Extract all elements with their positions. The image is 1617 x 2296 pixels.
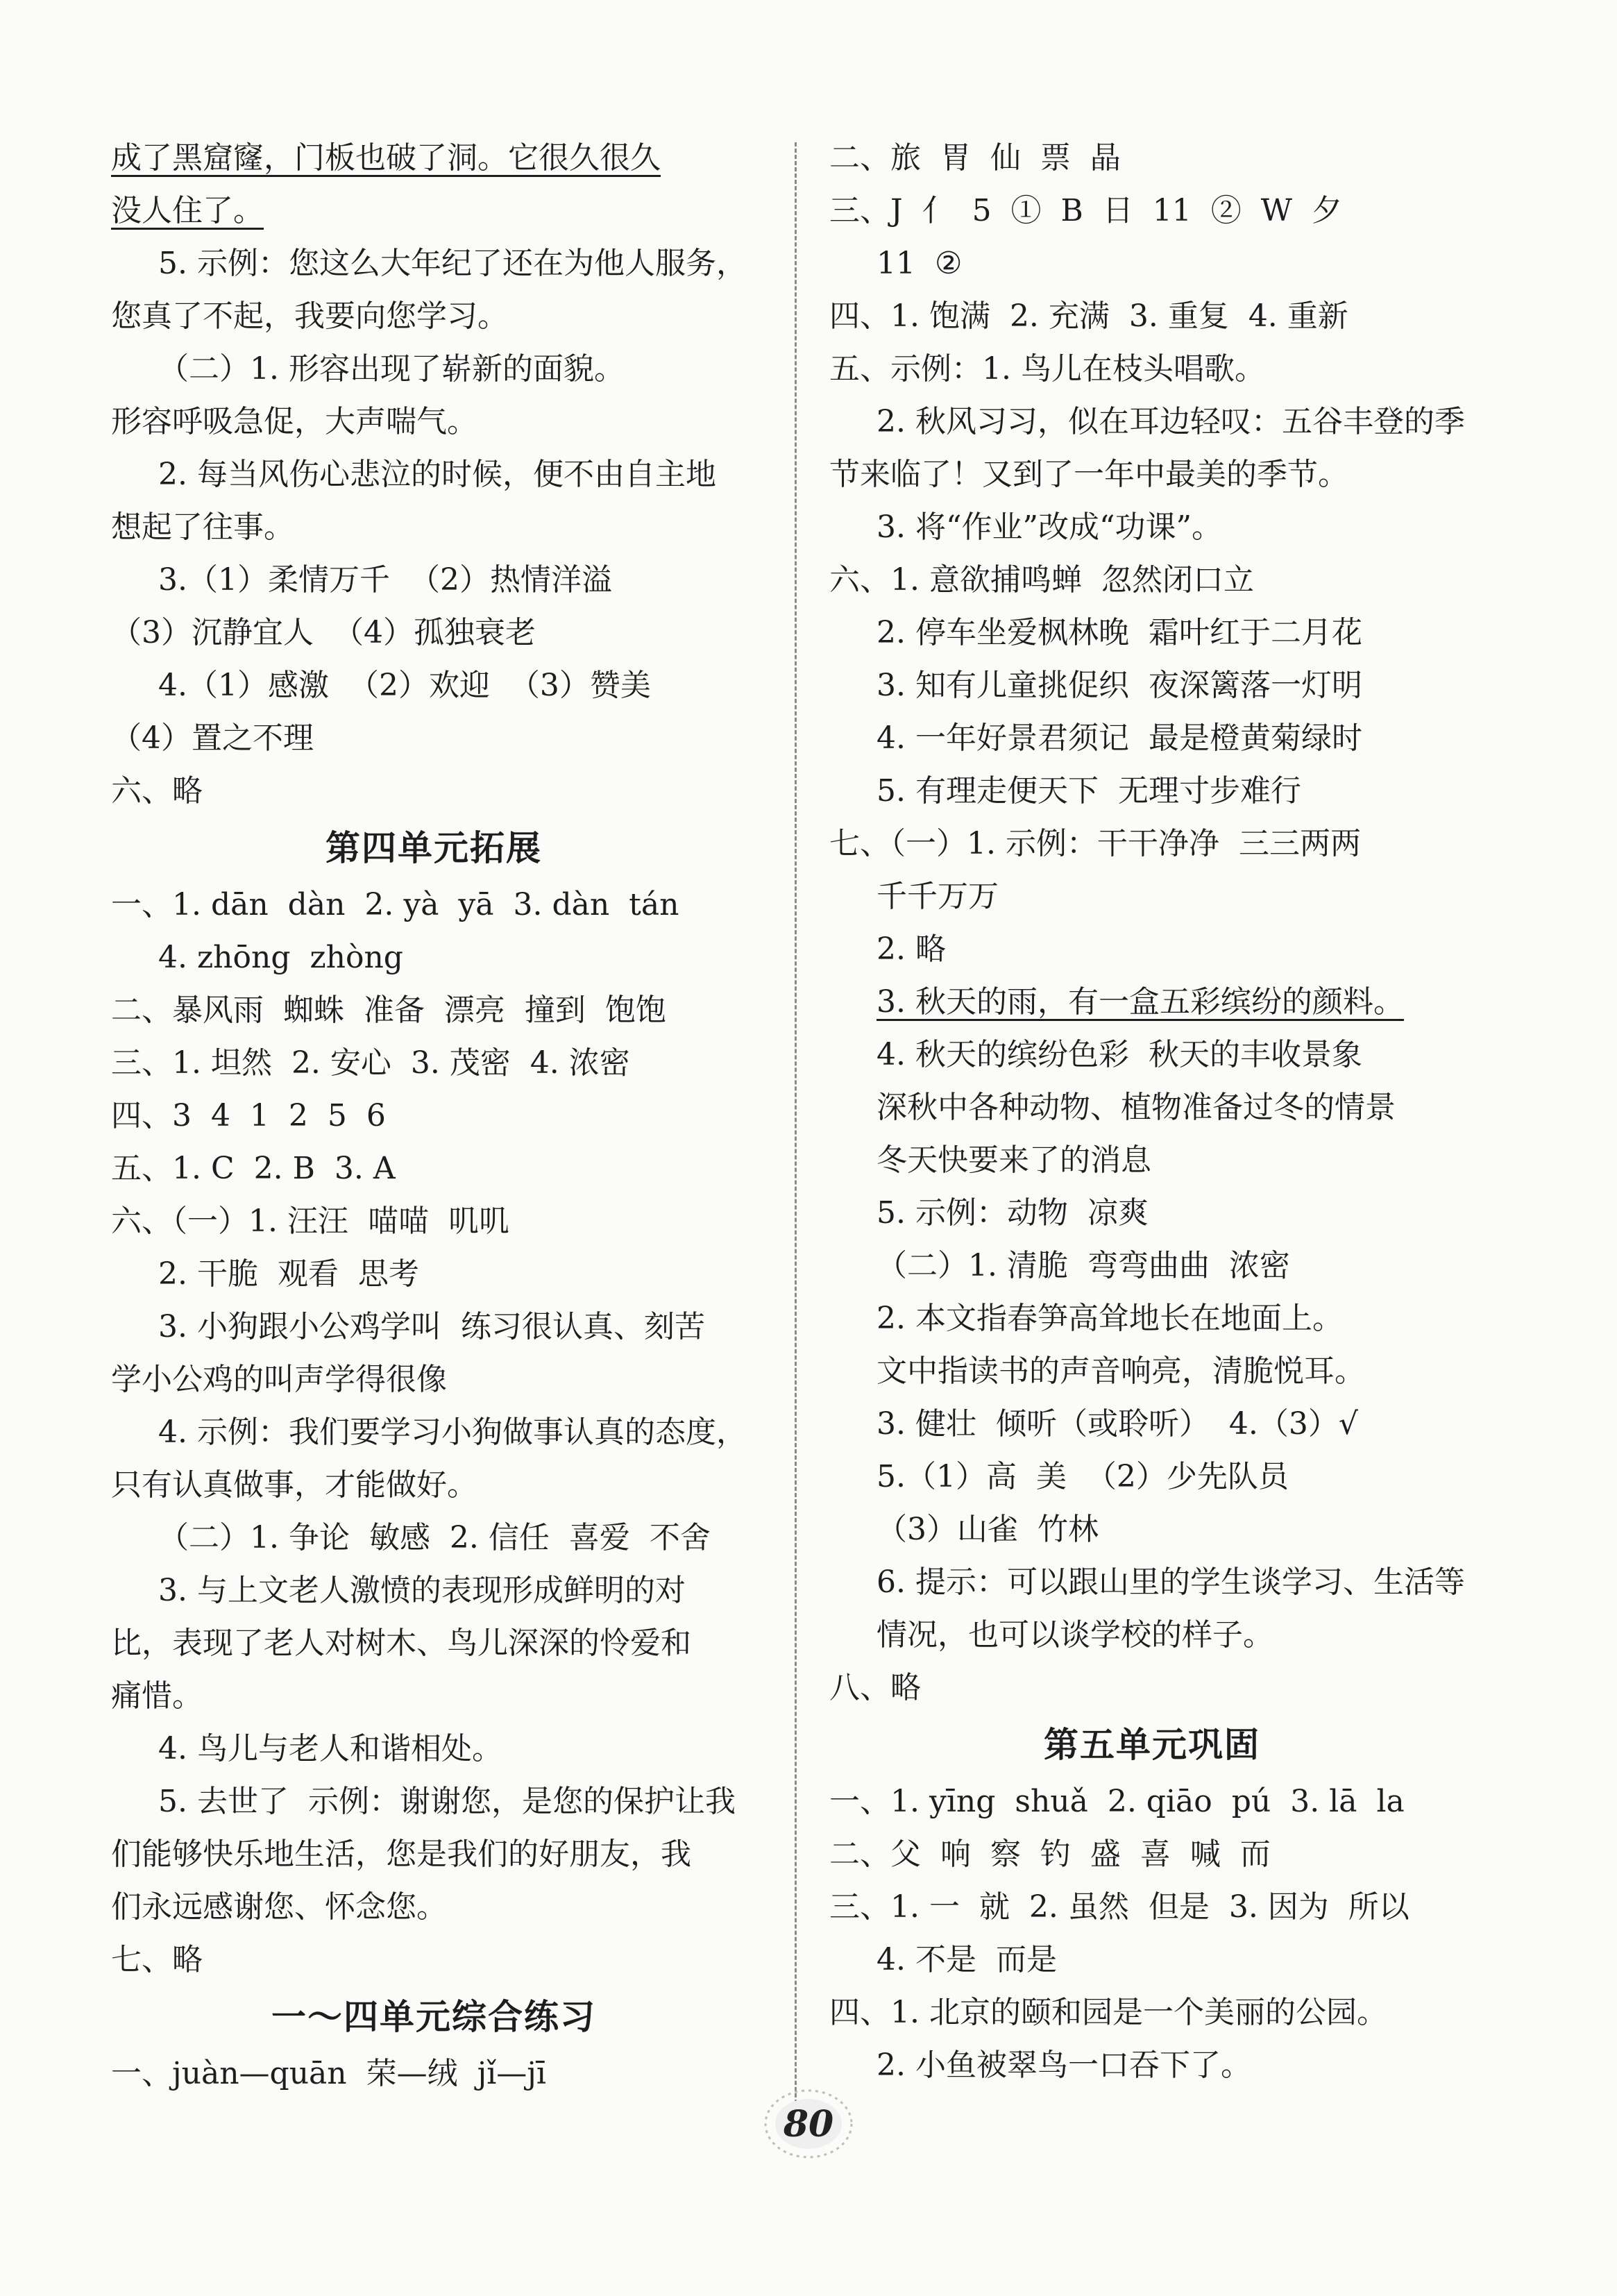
- answer-text: 2. 秋风习习，似在耳边轻叹：五谷丰登的季: [877, 404, 1465, 439]
- answer-text: 二、父 响 察 钓 盛 喜 喊 而: [829, 1837, 1271, 1872]
- answer-line: [111, 1459, 756, 1512]
- answer-text: 6. 提示：可以跟山里的学生谈学习、生活等: [877, 1564, 1465, 1600]
- answer-text: 成了黑窟窿，门板也破了洞。它很久很久: [111, 140, 661, 176]
- answer-line: [111, 765, 756, 818]
- answer-text: 形容呼吸急促，大声喘气。: [111, 404, 477, 439]
- answer-line: [111, 1353, 756, 1406]
- answer-text: 3. 将“作业”改成“功课”。: [877, 509, 1222, 545]
- answer-text: 5. 去世了 示例：谢谢您，是您的保护让我: [158, 1784, 736, 1819]
- answer-text: 5.（1）高 美 （2）少先队员: [877, 1459, 1289, 1494]
- answer-text: 3. 秋天的雨，有一盒五彩缤纷的颜料。: [877, 984, 1404, 1020]
- answer-line: [111, 343, 756, 396]
- answer-line: [111, 1881, 756, 1934]
- answer-text: 3. 健壮 倾听（或聆听） 4.（3）√: [877, 1406, 1358, 1442]
- section-heading: [111, 1986, 756, 2048]
- answer-text: 一～四单元综合练习: [271, 1996, 596, 2037]
- answer-line: [829, 923, 1475, 976]
- right-column: [829, 132, 1475, 2092]
- answer-line: [111, 1142, 756, 1195]
- answer-line: [111, 1564, 756, 1617]
- column-divider: [795, 142, 797, 2141]
- answer-line: [111, 1301, 756, 1353]
- answer-line: [111, 607, 756, 659]
- answer-text: 一、juàn—quān 荣—绒 jǐ—jī: [111, 2056, 546, 2091]
- answer-text: 比，表现了老人对树木、鸟儿深深的怜爱和: [111, 1626, 691, 1661]
- answer-line: [829, 1187, 1475, 1240]
- answer-line: [111, 1828, 756, 1881]
- answer-text: 只有认真做事，才能做好。: [111, 1467, 477, 1503]
- answer-line: [829, 1662, 1475, 1714]
- answer-line: [111, 984, 756, 1037]
- answer-text: 3.（1）柔情万千 （2）热情洋溢: [158, 562, 612, 598]
- answer-text: 痛惜。: [111, 1678, 203, 1714]
- answer-text: 六、略: [111, 773, 203, 809]
- answer-line: [829, 501, 1475, 554]
- answer-line: [829, 712, 1475, 765]
- answer-text: 五、示例：1. 鸟儿在枝头唱歌。: [829, 351, 1265, 387]
- answer-text: 4. 不是 而是: [877, 1942, 1057, 1977]
- answer-line: [111, 879, 756, 931]
- answer-line: [829, 1775, 1475, 1828]
- answer-line: [111, 712, 756, 765]
- answer-text: 三、1. 坦然 2. 安心 3. 茂密 4. 浓密: [111, 1045, 630, 1081]
- answer-line: [829, 1029, 1475, 1081]
- answer-line: [829, 1240, 1475, 1292]
- answer-line: [111, 237, 756, 290]
- answer-text: 3. 知有儿童挑促织 夜深篱落一灯明: [877, 668, 1362, 703]
- answer-line: [829, 659, 1475, 712]
- answer-line: [829, 607, 1475, 659]
- answer-line: [111, 185, 756, 237]
- answer-text: 七、（一）1. 示例：干干净净 三三两两: [829, 826, 1361, 861]
- answer-line: [111, 1775, 756, 1828]
- answer-text: 11 ②: [877, 246, 963, 281]
- answer-text: 八、略: [829, 1670, 921, 1705]
- answer-text: 2. 本文指春笋高耸地长在地面上。: [877, 1301, 1343, 1336]
- answer-text: 第五单元巩固: [1044, 1724, 1260, 1765]
- answer-text: 3. 与上文老人激愤的表现形成鲜明的对: [158, 1573, 686, 1608]
- answer-text: （3）山雀 竹林: [877, 1512, 1099, 1547]
- answer-line: [111, 1617, 756, 1670]
- answer-line: [829, 2039, 1475, 2092]
- answer-text: （3）沉静宜人 （4）孤独衰老: [111, 615, 536, 650]
- answer-line: [829, 448, 1475, 501]
- answer-text: 2. 停车坐爱枫林晚 霜叶红于二月花: [877, 615, 1362, 650]
- answer-text: 4. 鸟儿与老人和谐相处。: [158, 1731, 502, 1766]
- answer-text: （二）1. 争论 敏感 2. 信任 喜爱 不舍: [158, 1520, 711, 1555]
- answer-line: [111, 1512, 756, 1564]
- answer-text: 2. 略: [877, 931, 946, 967]
- answer-text: 3. 小狗跟小公鸡学叫 练习很认真、刻苦: [158, 1309, 705, 1344]
- answer-text: 节来临了！又到了一年中最美的季节。: [829, 457, 1348, 492]
- answer-text: 4. zhōng zhòng: [158, 940, 403, 975]
- answer-text: 七、略: [111, 1942, 203, 1977]
- answer-text: 四、1. 饱满 2. 充满 3. 重复 4. 重新: [829, 298, 1348, 334]
- answer-line: [829, 1134, 1475, 1187]
- answer-text: （二）1. 形容出现了崭新的面貌。: [158, 351, 625, 387]
- answer-text: 4. 示例：我们要学习小狗做事认真的态度，: [158, 1415, 747, 1450]
- answer-text: 五、1. C 2. B 3. A: [111, 1151, 396, 1186]
- answer-line: [829, 1556, 1475, 1609]
- answer-text: 5. 有理走便天下 无理寸步难行: [877, 773, 1301, 809]
- answer-text: 一、1. dān dàn 2. yà yā 3. dàn tán: [111, 887, 679, 922]
- answer-text: 5. 示例：动物 凉爽: [877, 1195, 1149, 1231]
- answer-line: [829, 818, 1475, 870]
- answer-text: 一、1. yīng shuǎ 2. qiāo pú 3. lā la: [829, 1784, 1405, 1819]
- answer-line: [829, 185, 1475, 237]
- answer-text: 文中指读书的声音响亮，清脆悦耳。: [877, 1353, 1365, 1389]
- answer-line: [111, 1248, 756, 1301]
- answer-line: [829, 765, 1475, 818]
- answer-line: [111, 931, 756, 984]
- page-number-badge: [753, 2082, 864, 2166]
- answer-line: [111, 659, 756, 712]
- answer-text: 想起了往事。: [111, 509, 294, 545]
- page-number: 80: [783, 2102, 834, 2145]
- answer-line: [111, 1670, 756, 1723]
- answer-text: 4. 秋天的缤纷色彩 秋天的丰收景象: [877, 1037, 1362, 1072]
- answer-text: 深秋中各种动物、植物准备过冬的情景: [877, 1090, 1396, 1125]
- answer-line: [829, 132, 1475, 185]
- answer-text: 二、暴风雨 蜘蛛 准备 漂亮 撞到 饱饱: [111, 993, 666, 1028]
- answer-text: 冬天快要来了的消息: [877, 1142, 1151, 1178]
- answer-line: [829, 1828, 1475, 1881]
- answer-line: [829, 1451, 1475, 1503]
- left-column: [111, 132, 756, 2100]
- answer-line: [111, 132, 756, 185]
- answer-line: [829, 1609, 1475, 1662]
- answer-text: 5. 示例：您这么大年纪了还在为他人服务，: [158, 246, 747, 281]
- answer-line: [829, 1934, 1475, 1986]
- answer-text: 二、旅 胃 仙 票 晶: [829, 140, 1121, 176]
- answer-line: [111, 501, 756, 554]
- answer-line: [111, 448, 756, 501]
- answer-text: （二）1. 清脆 弯弯曲曲 浓密: [877, 1248, 1290, 1283]
- answer-line: [829, 976, 1475, 1029]
- answer-text: （4）置之不理: [111, 720, 314, 756]
- answer-text: 三、1. 一 就 2. 虽然 但是 3. 因为 所以: [829, 1889, 1409, 1925]
- answer-line: [829, 1986, 1475, 2039]
- answer-line: [829, 870, 1475, 923]
- answer-text: 们能够快乐地生活，您是我们的好朋友，我: [111, 1837, 691, 1872]
- answer-text: 您真了不起，我要向您学习。: [111, 298, 508, 334]
- answer-line: [111, 1723, 756, 1775]
- answer-text: 2. 干脆 观看 思考: [158, 1256, 419, 1292]
- answer-text: 们永远感谢您、怀念您。: [111, 1889, 447, 1925]
- answer-line: [111, 1037, 756, 1090]
- answer-text: 情况，也可以谈学校的样子。: [877, 1617, 1273, 1653]
- answer-line: [829, 343, 1475, 396]
- answer-text: 六、1. 意欲捕鸣蝉 忽然闭口立: [829, 562, 1254, 598]
- answer-text: 四、3 4 1 2 5 6: [111, 1098, 386, 1133]
- answer-text: 2. 小鱼被翠鸟一口吞下了。: [877, 2048, 1251, 2083]
- answer-text: 三、J 亻 5 ① B 日 11 ② W 夕: [829, 193, 1342, 228]
- answer-line: [111, 396, 756, 448]
- answer-line: [829, 290, 1475, 343]
- answer-text: 第四单元拓展: [325, 827, 542, 868]
- answer-line: [829, 1881, 1475, 1934]
- answer-line: [829, 1345, 1475, 1398]
- answer-text: 四、1. 北京的颐和园是一个美丽的公园。: [829, 1995, 1387, 2030]
- answer-line: [829, 396, 1475, 448]
- answer-line: [829, 554, 1475, 607]
- answer-text: 学小公鸡的叫声学得很像: [111, 1362, 447, 1397]
- answer-line: [829, 237, 1475, 290]
- answer-line: [111, 554, 756, 607]
- answer-line: [829, 1503, 1475, 1556]
- answer-line: [111, 1195, 756, 1248]
- answer-text: 没人住了。: [111, 193, 264, 228]
- answer-line: [111, 1090, 756, 1142]
- answer-line: [111, 1406, 756, 1459]
- answer-line: [829, 1081, 1475, 1134]
- answer-text: 2. 每当风伤心悲泣的时候，便不由自主地: [158, 457, 716, 492]
- section-heading: [829, 1714, 1475, 1775]
- answer-text: 4.（1）感激 （2）欢迎 （3）赞美: [158, 668, 651, 703]
- answer-line: [111, 2048, 756, 2100]
- answer-line: [829, 1292, 1475, 1345]
- answer-line: [829, 1398, 1475, 1451]
- answer-text: 4. 一年好景君须记 最是橙黄菊绿时: [877, 720, 1362, 756]
- answer-text: 六、（一）1. 汪汪 喵喵 叽叽: [111, 1204, 509, 1239]
- answer-text: 千千万万: [877, 879, 999, 914]
- answer-line: [111, 1934, 756, 1986]
- section-heading: [111, 818, 756, 879]
- answer-line: [111, 290, 756, 343]
